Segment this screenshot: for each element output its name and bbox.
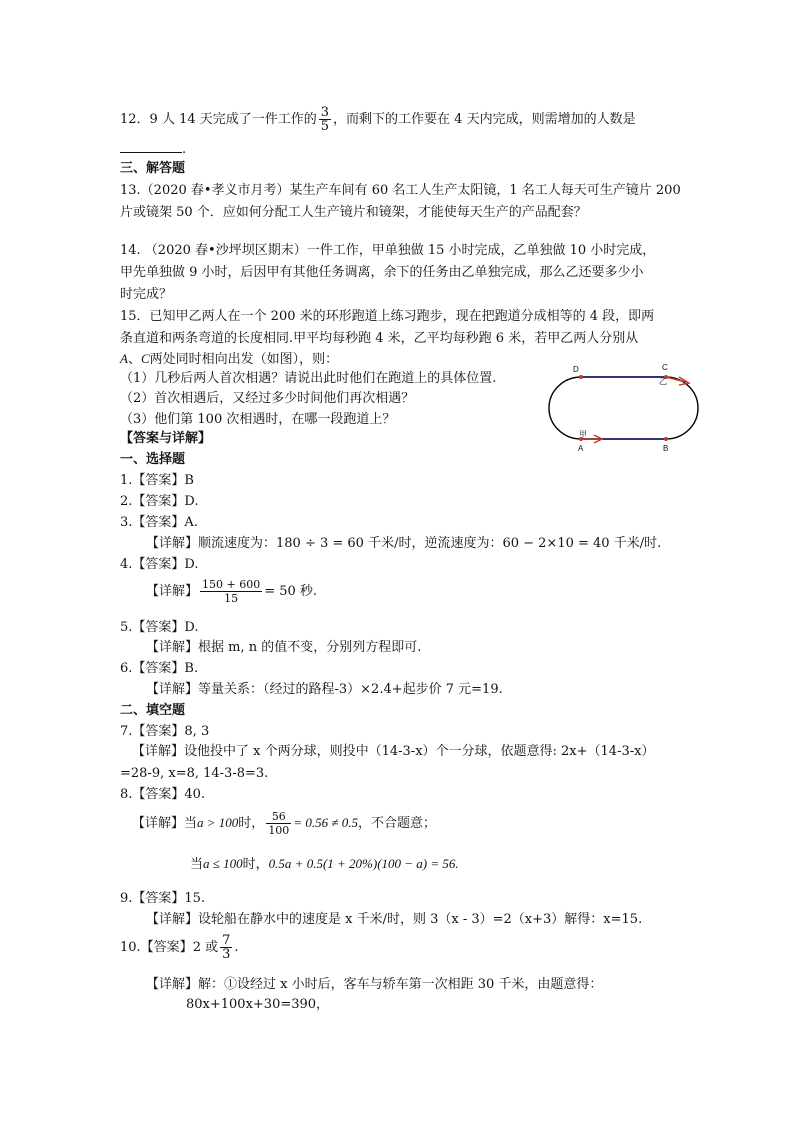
q13-line-2: 片或镜架 50 个．应如何分配工人生产镜片和镜架，才能使每天生产的产品配套？ xyxy=(120,205,587,220)
section-title-solve: 三、解答题 xyxy=(120,161,186,176)
q12-text-pre: 12．9 人 14 天完成了一件工作的 xyxy=(120,112,317,127)
answer-10-detail: 【详解】解：①设经过 x 小时后，客车与轿车第一次相距 30 千米，由题意得： xyxy=(146,977,603,992)
answer-9: 9.【答案】15. xyxy=(120,891,206,906)
answers-title: 【答案与详解】 xyxy=(120,431,212,446)
answer-6: 6.【答案】B. xyxy=(120,661,199,676)
question-12 xyxy=(120,106,636,133)
answer-8: 8.【答案】40. xyxy=(120,787,206,802)
answer-10-equation: 80x+100x+30=390， xyxy=(186,997,330,1012)
point-d xyxy=(579,375,583,379)
answer-8-line-2: 当a ≤ 100时，0.5a + 0.5(1 + 20%)(100 − a) = 56. xyxy=(190,856,459,872)
answer-4: 4.【答案】D. xyxy=(120,557,199,572)
answer-6-detail: 【详解】等量关系：（经过的路程-3）×2.4+起步价 7 元=19. xyxy=(146,682,503,697)
q12-fraction: $\frac{3}{5}$ xyxy=(320,105,330,134)
point-b xyxy=(664,437,668,441)
answer-3: 3.【答案】A. xyxy=(120,515,198,530)
q14-line-2: 甲先单独做 9 小时，后因甲有其他任务调离，余下的任务由乙单独完成，那么乙还要多少小 xyxy=(120,265,644,280)
q15-point-c: C xyxy=(140,351,150,366)
q15-line-1: 15．已知甲乙两人在一个 200 米的环形跑道上练习跑步，现在把跑道分成相等的 4 段，即两 xyxy=(120,309,655,324)
answer-3-detail: 【详解】顺流速度为：180 ÷ 3 = 60 千米/时，逆流速度为：60 − 2×10 = 40 千米/时. xyxy=(146,536,662,551)
label-a: A xyxy=(578,444,584,453)
q14-line-3: 时完成？ xyxy=(120,287,173,302)
a10-fraction: $\frac{7}{3}$ xyxy=(222,933,231,962)
label-c: C xyxy=(662,363,668,372)
q14-line-1: 14. （2020 春•沙坪坝区期末）一件工作，甲单独做 15 小时完成，乙单独做 10 小时完成， xyxy=(120,243,656,258)
answer-5-detail: 【详解】根据 m, n 的值不变，分别列方程即可. xyxy=(146,640,422,655)
answer-5: 5.【答案】D. xyxy=(120,620,199,635)
answer-4-detail: 【详解】 $\frac{150 + 600}{15}$ = 50 秒. xyxy=(146,578,318,605)
answer-2: 2.【答案】D. xyxy=(120,494,199,509)
q15-point-a: A xyxy=(120,351,128,366)
answer-9-detail: 【详解】设轮船在静水中的速度是 x 千米/时，则 3（x - 3）=2（x+3）解得：x=15. xyxy=(146,912,643,927)
track-diagram xyxy=(548,360,704,460)
a8-fraction: $\frac{56}{100}$ xyxy=(268,810,290,837)
section-title-choice: 一、选择题 xyxy=(120,452,186,467)
q15-sub-1: （1）几秒后两人首次相遇？请说出此时他们在跑道上的具体位置. xyxy=(120,371,497,386)
q15-sub-3: （3）他们第 100 次相遇时，在哪一段跑道上？ xyxy=(120,412,396,427)
answer-1: 1.【答案】B xyxy=(120,473,194,488)
label-b: B xyxy=(663,444,669,453)
answer-10: 10.【答案】2 或 $\frac{7}{3}$ . xyxy=(120,933,239,962)
answer-7-detail-line-1: 【详解】设他投中了 x 个两分球，则投中（14-3-x）个一分球，依题意得: 2x+（14-3-x） xyxy=(132,744,655,759)
answer-8-detail: 【详解】当a > 100时， $\frac{56}{100}$ = 0.56 ≠ 0.5，不合题意； xyxy=(132,810,436,837)
label-d: D xyxy=(573,365,579,374)
q13-line-1: 13.（2020 春•孝义市月考）某生产车间有 60 名工人生产太阳镜，1 名工人每天可生产镜片 200 xyxy=(120,183,681,198)
track-outline xyxy=(549,377,698,439)
section-title-fill: 二、填空题 xyxy=(120,703,186,718)
a4-fraction: $\frac{150 + 600}{15}$ xyxy=(202,578,261,605)
q15-sub-2: （2）首次相遇后，又经过多少时间他们再次相遇？ xyxy=(120,391,415,406)
answer-7: 7.【答案】8, 3 xyxy=(120,724,210,739)
q15-line-2: 条直道和两条弯道的长度相同.甲平均每秒跑 4 米，乙平均每秒跑 6 米，若甲乙两人分别从 xyxy=(120,331,639,346)
answer-7-detail-line-2: =28-9, x=8, 14-3-8=3. xyxy=(120,766,269,781)
label-jia: 甲 xyxy=(579,430,587,439)
label-yi: 乙 xyxy=(659,377,667,386)
q12-text-post: ，而剩下的工作要在 4 天内完成，则需增加的人数是 xyxy=(333,112,636,127)
q12-answer-blank[interactable]: . xyxy=(120,140,186,159)
q15-line-3: A、C两处同时相向出发（如图），则： xyxy=(120,351,339,367)
